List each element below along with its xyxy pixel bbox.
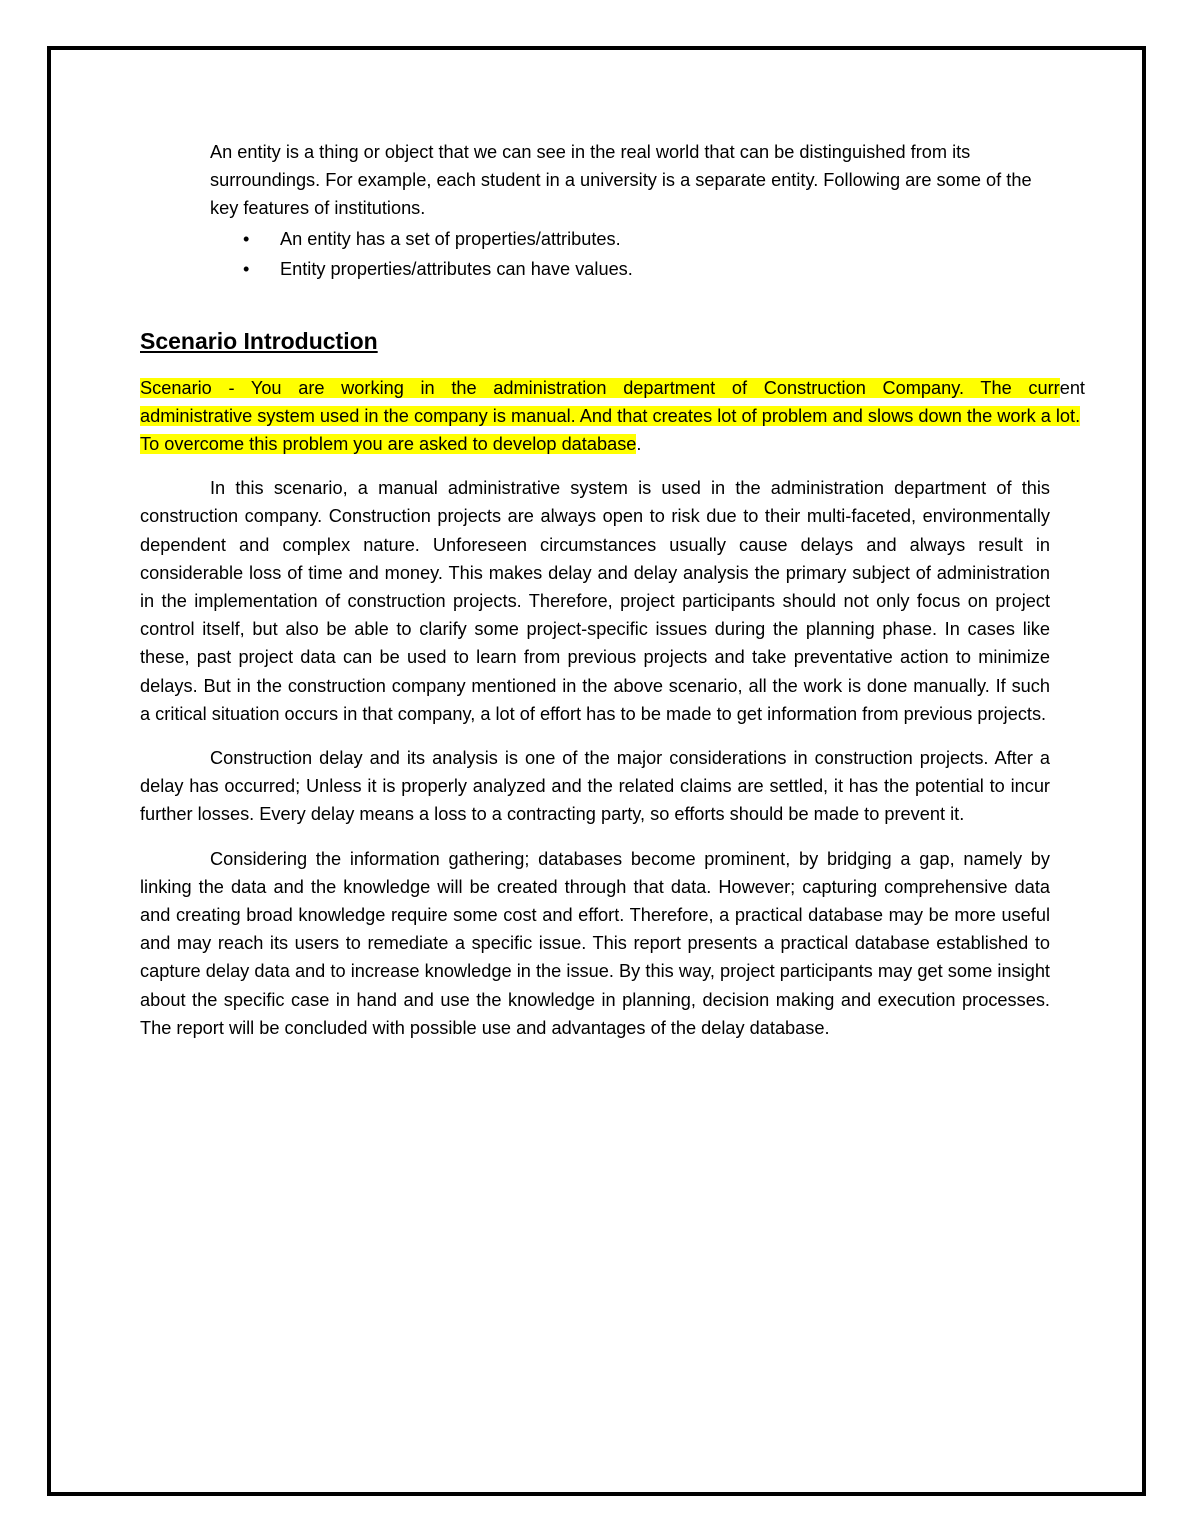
plain-text: ent [1059,377,1085,398]
body-paragraph: In this scenario, a manual administrative system is used in the administration department of this construction company. Construction projects are always open to risk due to their multi-faceted, environmentally dependent and complex nature. Unforeseen circumstances usually cause delays and always result in considerable loss of time and money. This makes delay and delay analysis the primary subject of administration in the implementation of construction projects. Therefore, project participants should not only focus on project control itself, but also be able to clarify some project-specific issues during the planning phase. In cases like these, past project data can be used to learn from previous projects and take preventative action to minimize delays. But in the construction company mentioned in the above scenario, all the work is done manually. If such a critical situation occurs in that company, a lot of effort has to be made to get information from previous projects. [140,478,1050,724]
scenario-first-line [140,374,1085,402]
list-item-text: An entity has a set of properties/attributes. [280,228,621,249]
feature-list [210,224,1060,284]
intro-paragraph: An entity is a thing or object that we can see in the real world that can be distinguished from its surroundings. For example, each student in a university is a separate entity. Following are some of the key features of institutions. [210,142,1032,219]
section-heading: Scenario Introduction [140,327,378,354]
list-item [210,254,1060,284]
bullet-icon: • [243,258,250,279]
body-paragraph: Construction delay and its analysis is one of the major considerations in construction projects. After a delay has occurred; Unless it is properly analyzed and the related claims are settled, it has the potential to incur further losses. Every delay means a loss to a contracting party, so efforts should be made to prevent it. [140,748,1050,825]
body-paragraph: Considering the information gathering; databases become prominent, by bridging a gap, namely by linking the data and the knowledge will be created through that data. However; capturing comprehensive data and creating broad knowledge require some cost and effort. Therefore, a practical database may be more useful and may reach its users to remediate a specific issue. This report presents a practical database established to capture delay data and to increase knowledge in the issue. By this way, project participants may get some insight about the specific case in hand and use the knowledge in planning, decision making and execution processes. The report will be concluded with possible use and advantages of the delay database. [140,848,1050,1038]
scenario-paragraph [140,374,1085,459]
highlighted-text: administrative system used in the company is manual. And that creates lot of problem and slows down the work a lot. To overcome this problem you are asked to develop database [140,405,1081,455]
list-item-text: Entity properties/attributes can have values. [280,258,633,279]
document-body [140,138,1100,1042]
bullet-icon: • [243,228,250,249]
plain-text: . [636,434,642,455]
list-item [210,224,1060,254]
intro-block [210,138,1060,284]
highlighted-text: Scenario - You are working in the administration department of Construction Company. The curr [140,377,1060,398]
